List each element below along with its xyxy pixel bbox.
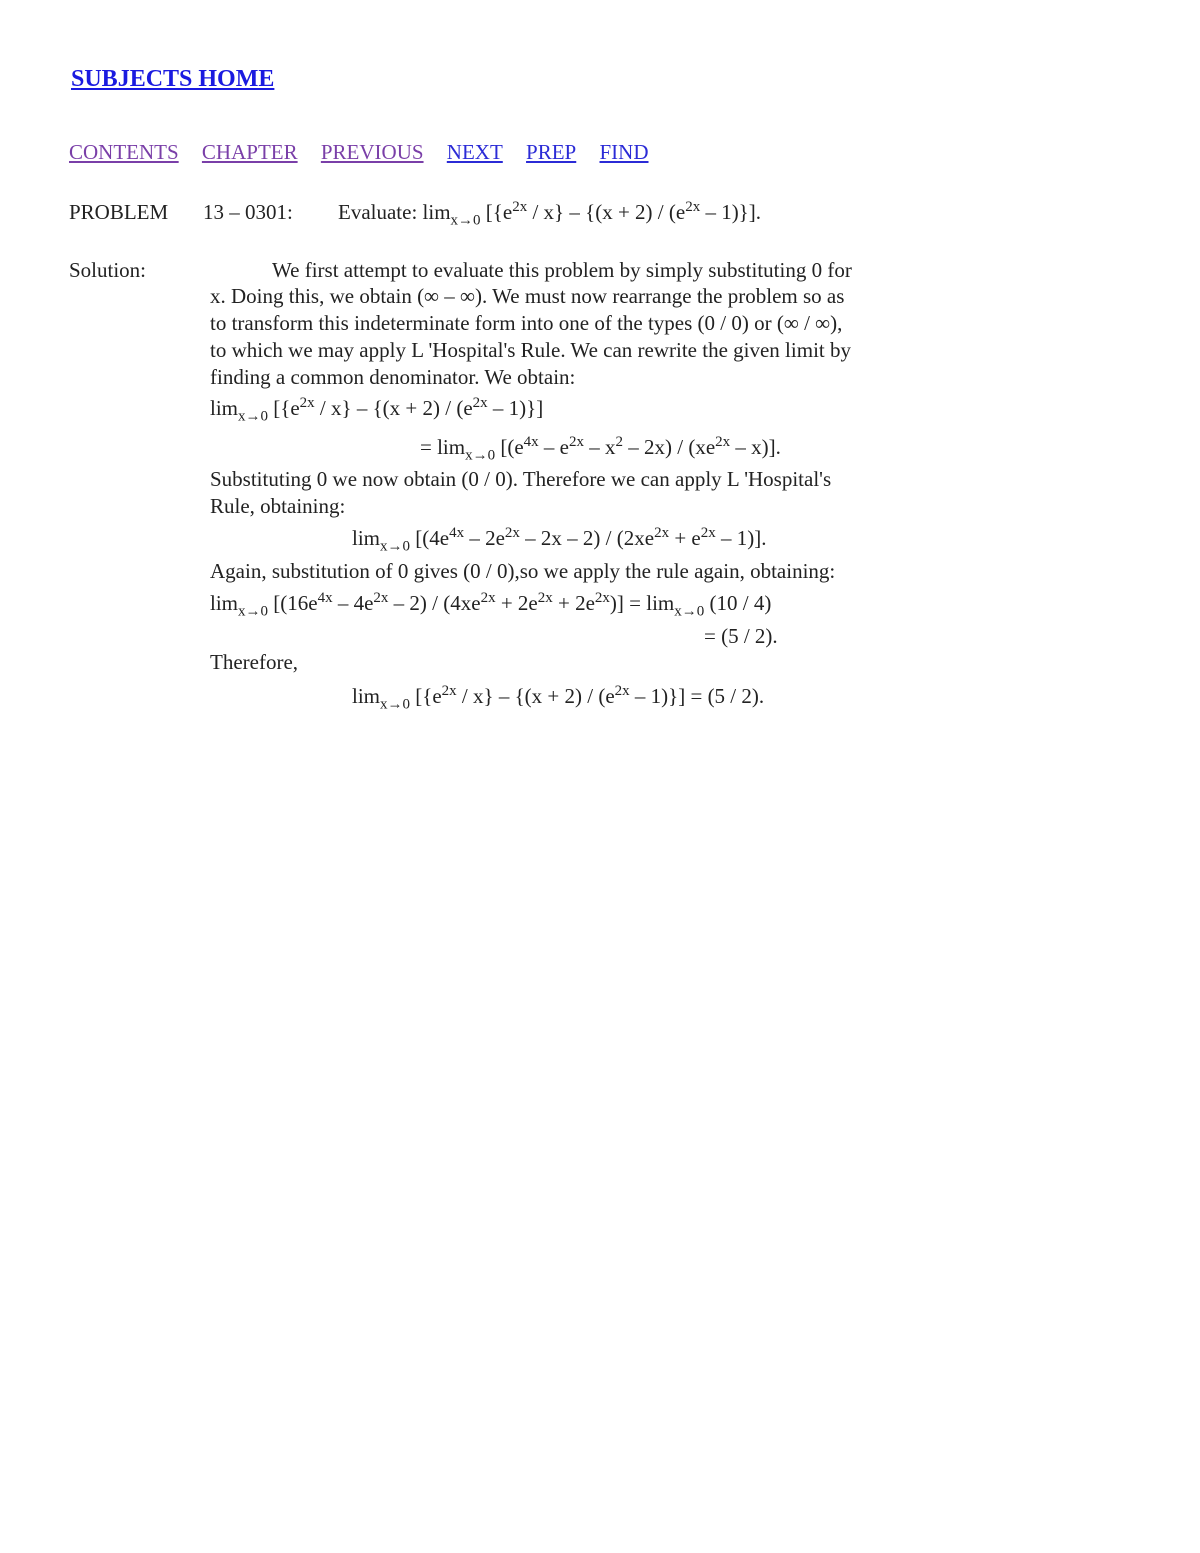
solution-line-7: Rule, obtaining:: [210, 494, 346, 518]
chapter-link[interactable]: CHAPTER: [201, 140, 298, 164]
next-link[interactable]: NEXT: [446, 140, 503, 164]
find-link[interactable]: FIND: [599, 140, 649, 164]
equation-4: $\lim_{x\to 0} [(16e^{4x} - 4e^{2x} - 2) / (4xe^{2x} + 2e^{2x} + 2e^{2x})] = \lim_{x\to 0} (10 / 4)$: [210, 589, 772, 620]
problem-expression: Evaluate: $\lim_{x\to 0} [\{e^{2x} / x\} - \{(x + 2) / (e^{2x} - 1)\}]$.: [338, 198, 762, 229]
contents-link[interactable]: CONTENTS: [69, 140, 179, 164]
subjects-home-link[interactable]: SUBJECTS HOME: [71, 66, 275, 92]
problem-number: 13 – 0301:: [203, 200, 293, 224]
equation-6: $\lim_{x\to 0} [\{e^{2x} / x\} - \{(x + 2) / (e^{2x} - 1)\}] = (5 / 2)$.: [352, 682, 765, 713]
solution-line-9: Therefore,: [210, 650, 299, 674]
prep-link[interactable]: PREP: [526, 140, 577, 164]
equation-5: = (5 / 2).: [704, 624, 778, 648]
equation-1: $\lim_{x\to 0} [\{e^{2x} / x\} - \{(x + 2) / (e^{2x} - 1)\}]$: [210, 394, 544, 425]
previous-link[interactable]: PREVIOUS: [320, 140, 424, 164]
navigation-bar: [69, 140, 667, 165]
solution-line-5: finding a common denominator. We obtain:: [210, 365, 576, 389]
problem-statement: [69, 198, 762, 229]
solution-line-2: x. Doing this, we obtain (∞ – ∞). We must now rearrange the problem so as: [210, 284, 845, 308]
solution-label: Solution:: [69, 258, 147, 282]
equation-2: = $\lim_{x\to 0} [(e^{4x} - e^{2x} - x^2 - 2x) / (xe^{2x} - x)]$.: [420, 433, 781, 464]
solution-line-3: to transform this indeterminate form into one of the types (0 / 0) or (∞ / ∞),: [210, 311, 843, 335]
solution-line-6: Substituting 0 we now obtain (0 / 0). Therefore we can apply L 'Hospital's: [210, 467, 832, 491]
problem-label: PROBLEM: [69, 200, 169, 224]
solution-line-8: Again, substitution of 0 gives (0 / 0),so we apply the rule again, obtaining:: [210, 559, 836, 583]
solution-line-4: to which we may apply L 'Hospital's Rule. We can rewrite the given limit by: [210, 338, 851, 362]
equation-3: $\lim_{x\to 0} [(4e^{4x} - 2e^{2x} - 2x - 2) / (2xe^{2x} + e^{2x} - 1)]$.: [352, 524, 767, 555]
solution-line-1: We first attempt to evaluate this problem by simply substituting 0 for: [272, 258, 852, 282]
